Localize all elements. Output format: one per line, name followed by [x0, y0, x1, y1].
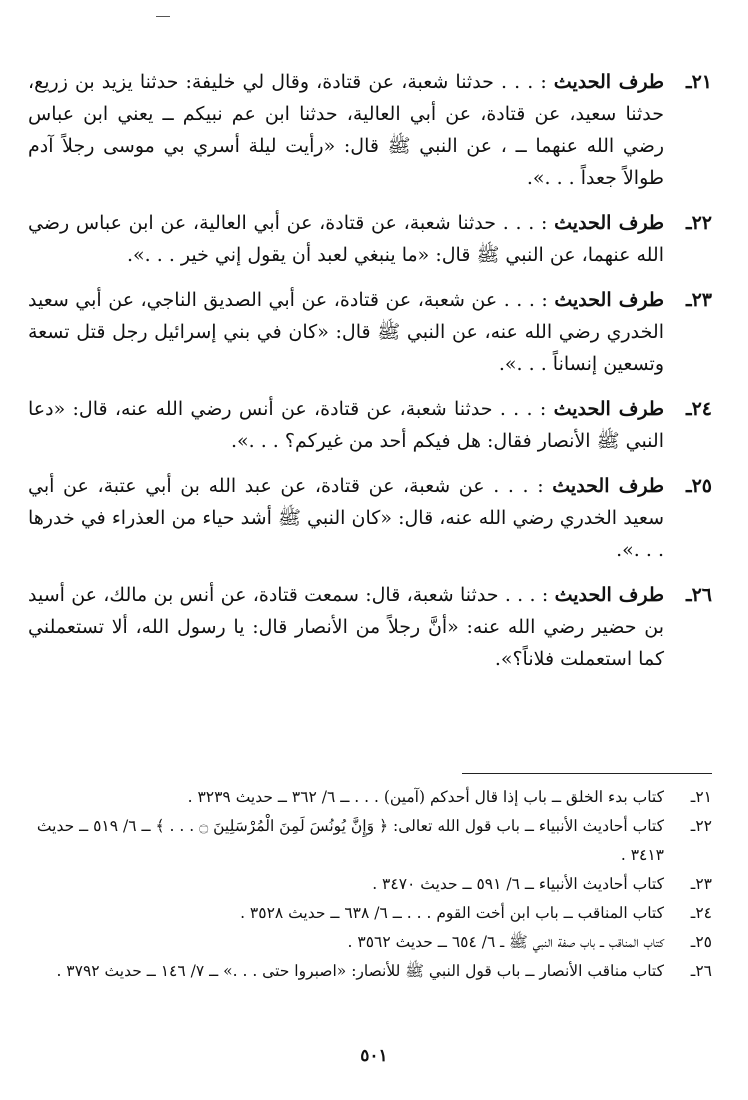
footnote-number: ٢٢ـ: [690, 817, 712, 835]
footnote: [28, 957, 712, 986]
footnote-number: ٢٣ـ: [690, 875, 712, 893]
footnote-text: كتاب بدء الخلق ــ باب إذا قال أحدكم (آمين) . . . ــ ٦/ ٣٦٢ ــ حديث ٣٢٣٩ .: [187, 788, 664, 806]
footnote-number: ٢٥ـ: [690, 933, 712, 951]
hadith-label: طرف الحديث: [552, 475, 664, 497]
hadith-number: ٢١ـ: [686, 71, 712, 93]
footnote-number: ٢٦ـ: [690, 962, 712, 980]
footnote-text: كتاب المناقب ــ باب صفة النبي ﷺ ــ ٦/ ٦٥٤ ــ حديث ٣٥٦٢ .: [347, 933, 664, 951]
hadith-text: : . . . حدثنا شعبة، عن قتادة، عن أنس رضي الله عنه، قال: «دعا النبي ﷺ الأنصار فقال: هل فيكم أحد من غيركم؟ . . .».: [28, 398, 664, 452]
hadith-text: : . . . عن شعبة، عن قتادة، عن أبي الصديق الناجي، عن أبي سعيد الخدري رضي الله عنه، عن النبي ﷺ قال: «كان في بني إسرائيل رجل قتل تسعة وتسعين إنساناً . . .».: [28, 289, 664, 375]
hadith-text: : . . . عن شعبة، عن قتادة، عن عبد الله بن أبي عتبة، عن أبي سعيد الخدري رضي الله عنه، قال: «كان النبي ﷺ أشد حياء من العذراء في خدرها . . .».: [28, 475, 664, 561]
hadith-text: : . . . حدثنا شعبة، عن قتادة، عن أبي العالية، عن ابن عباس رضي الله عنهما، عن النبي ﷺ قال: «ما ينبغي لعبد أن يقول إني خير . . .».: [28, 212, 664, 266]
hadith-entry: [28, 284, 712, 380]
footnote: [28, 899, 712, 928]
hadith-number: ٢٣ـ: [686, 289, 712, 311]
footnote-number: ٢١ـ: [690, 788, 712, 806]
hadith-entry: [28, 207, 712, 271]
footnote: [28, 870, 712, 899]
footnote: [28, 928, 712, 957]
hadith-label: طرف الحديث: [554, 212, 664, 234]
footnote-text: كتاب أحاديث الأنبياء ــ ٦/ ٥٩١ ــ حديث ٣٤٧٠ .: [372, 875, 664, 893]
footnotes: [28, 783, 712, 986]
hadith-entry: [28, 393, 712, 457]
hadith-label: طرف الحديث: [553, 71, 664, 93]
footnote: [28, 812, 712, 870]
hadith-label: طرف الحديث: [553, 398, 665, 420]
footnote-text: كتاب المناقب ــ باب ابن أخت القوم . . . ــ ٦/ ٦٣٨ ــ حديث ٣٥٢٨ .: [240, 904, 664, 922]
footnote-divider: [462, 773, 712, 774]
hadith-list: [28, 66, 712, 688]
footnote: [28, 783, 712, 812]
hadith-number: ٢٤ـ: [686, 398, 712, 420]
hadith-entry: [28, 470, 712, 566]
hadith-label: طرف الحديث: [554, 584, 665, 606]
hadith-text: : . . . حدثنا شعبة، قال: سمعت قتادة، عن أنس بن مالك، عن أسيد بن حضير رضي الله عنه: «أنَّ رجلاً من الأنصار قال: يا رسول الله، ألا تستعملني كما استعملت فلاناً؟».: [28, 584, 664, 670]
footnote-text: كتاب مناقب الأنصار ــ باب قول النبي ﷺ للأنصار: «اصبروا حتى . . .» ــ ٧/ ١٤٦ ــ حديث ٣٧٩٢ .: [56, 962, 664, 980]
hadith-text: : . . . حدثنا شعبة، عن قتادة، وقال لي خليفة: حدثنا يزيد بن زريع، حدثنا سعيد، عن قتادة، عن أبي العالية، حدثنا ابن عم نبيكم ــ يعني ابن عباس رضي الله عنهما ــ ، عن النبي ﷺ قال: «رأيت ليلة أسري بي موسى رجلاً آدم طوالاً جعداً . . .».: [28, 71, 664, 189]
top-mark: [156, 16, 170, 17]
hadith-entry: [28, 66, 712, 194]
hadith-number: ٢٦ـ: [686, 584, 712, 606]
hadith-number: ٢٢ـ: [686, 212, 712, 234]
hadith-number: ٢٥ـ: [686, 475, 712, 497]
footnote-number: ٢٤ـ: [690, 904, 712, 922]
hadith-entry: [28, 579, 712, 675]
footnote-text: كتاب أحاديث الأنبياء ــ باب قول الله تعالى: ﴿ وَإِنَّ يُونُسَ لَمِنَ الْمُرْسَلِينَ ۝ . . . ﴾ ــ ٦/ ٥١٩ ــ حديث ٣٤١٣ .: [36, 817, 664, 864]
page-number: ٥٠١: [360, 1046, 388, 1066]
hadith-label: طرف الحديث: [554, 289, 665, 311]
